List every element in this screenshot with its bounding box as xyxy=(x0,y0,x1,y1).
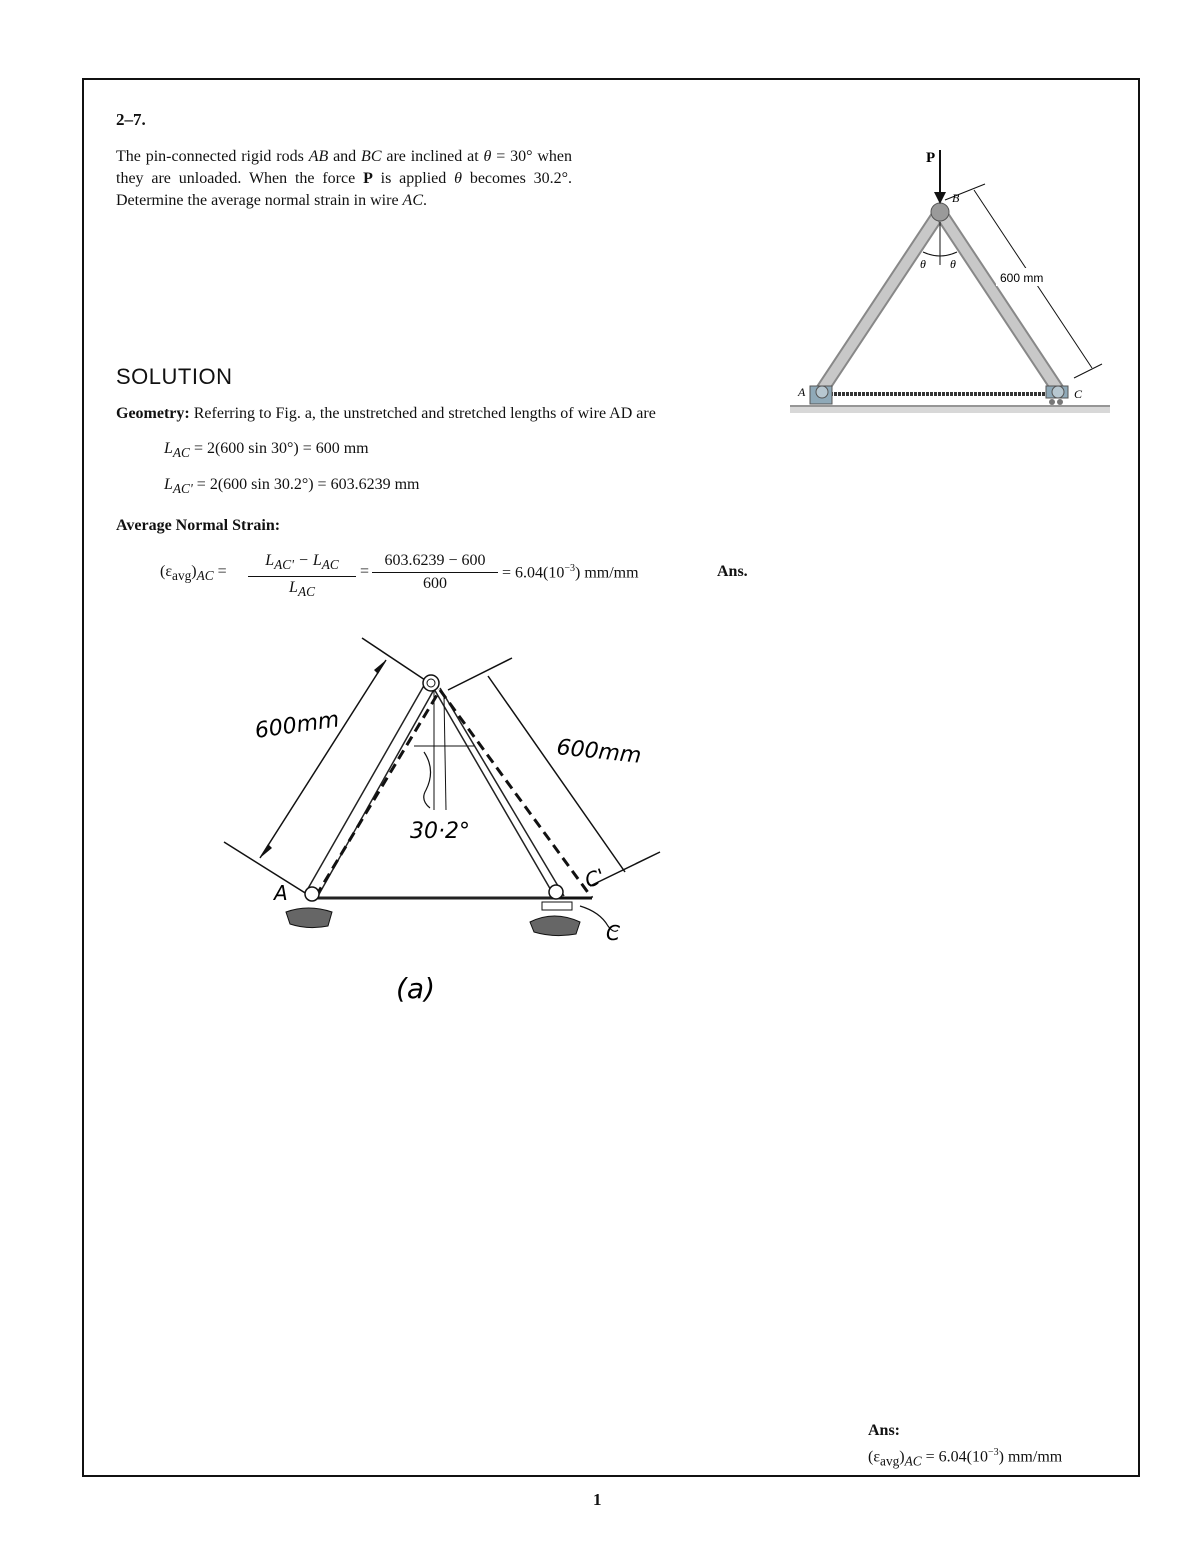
equation-lac: $L_{AC} = 2(600$ sin 30°) = 600 mm xyxy=(164,440,369,461)
support-c-sketch xyxy=(549,885,563,899)
point-c-sketch-label: C xyxy=(606,921,620,945)
pin-b xyxy=(931,203,949,221)
strain-equation: $(\varepsilon_{avg})_{AC}$ = $L_{AC'} - L_{AC}$ $L_{AC}$ = $\frac{603.6239 - 600}{600}$ = $6.04(10^{-3})$ mm/mm Ans. xyxy=(160,550,760,600)
dimension-label: 600 mm xyxy=(1000,271,1044,285)
equation-lac-prime: $L_{AC'} = 2(600$ sin 30.2°) = 603.6239 mm xyxy=(164,476,420,497)
strain-fraction-numeric: $\frac{603.6239 - 600}{600}$ xyxy=(372,550,498,595)
deformed-rod-bc xyxy=(440,690,592,898)
point-c-prime-label: C' xyxy=(581,863,609,893)
dim-line-right xyxy=(488,676,625,872)
answer-box: Ans: $(\varepsilon_{avg})_{AC} = 6.04(10^{-3})$ mm/mm xyxy=(868,1422,1063,1469)
theta-left-label: θ xyxy=(920,257,926,271)
problem-statement: The pin-connected rigid rods AB and BC are inclined at θ = 30° when they are unloaded. When the force P is applied θ becomes 30.2°. Determine the average normal strain in wire AC. xyxy=(116,148,573,209)
figure-caption: (a) xyxy=(396,972,436,1005)
solution-heading: SOLUTION xyxy=(116,364,233,389)
point-b-label: B xyxy=(952,191,960,205)
theta-right-label: θ xyxy=(950,257,956,271)
dim-left-label: 600mm xyxy=(253,707,341,744)
problem-number: 2–7. xyxy=(116,110,146,129)
dim-line-left xyxy=(260,660,386,858)
force-label: P xyxy=(926,150,936,166)
point-c-label: C xyxy=(1074,387,1083,401)
support-a-sketch xyxy=(305,887,319,901)
point-a-sketch-label: A xyxy=(274,881,288,905)
figure-a xyxy=(220,630,680,1010)
angle-label: 30·2° xyxy=(410,819,470,844)
point-a-label: A xyxy=(798,385,806,399)
page-number: 1 xyxy=(593,1490,602,1509)
ans-label: Ans. xyxy=(717,563,748,580)
strain-result: = $6.04(10^{-3})$ mm/mm xyxy=(502,563,639,582)
strain-fraction-symbolic: $L_{AC'} - L_{AC}$ $L_{AC}$ xyxy=(248,550,356,603)
dim-right-label: 600mm xyxy=(555,735,643,769)
problem-figure xyxy=(780,140,1120,430)
average-strain-heading: Average Normal Strain: xyxy=(116,517,281,534)
geometry-text: Geometry: Referring to Fig. a, the unstretched and stretched lengths of wire AD are xyxy=(116,405,656,422)
